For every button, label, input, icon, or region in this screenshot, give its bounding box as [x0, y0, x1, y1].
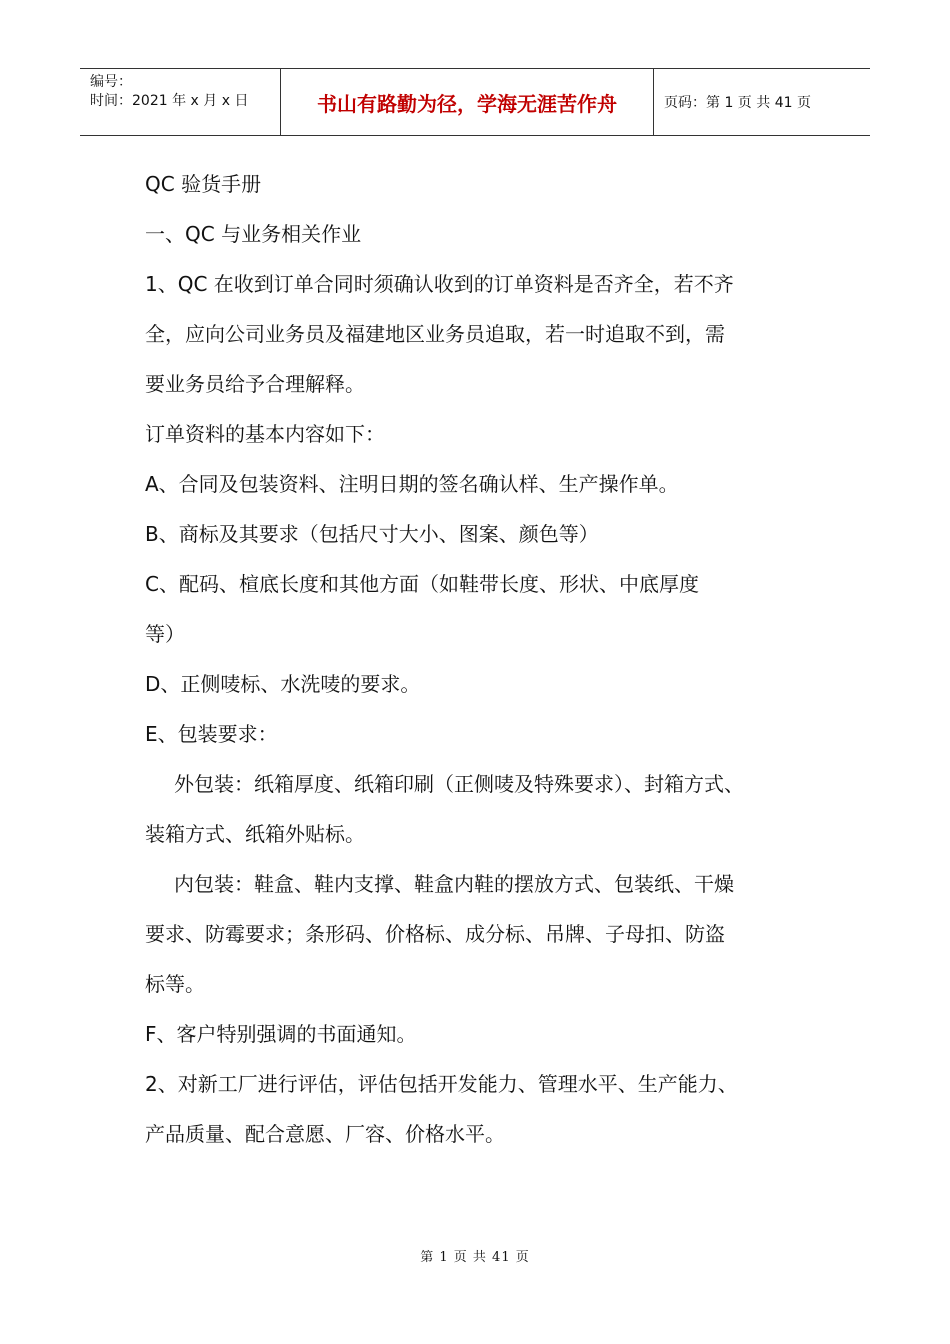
list-item-c: C、配码、楦底长度和其他方面（如鞋带长度、形状、中底厚度: [145, 572, 699, 596]
paragraph-line: 等）: [145, 622, 185, 646]
doc-title: QC 验货手册: [145, 172, 262, 196]
paragraph-line: 装箱方式、纸箱外贴标。: [145, 822, 365, 846]
numbered-item-2: 2、对新工厂进行评估，评估包括开发能力、管理水平、生产能力、: [145, 1072, 738, 1096]
list-item-e: E、包装要求：: [145, 722, 278, 746]
number-label: 编号：: [90, 74, 132, 90]
paragraph-line: 订单资料的基本内容如下：: [145, 422, 385, 446]
page-footer: 第 1 页 共 41 页: [420, 1250, 530, 1265]
outer-packaging-line: 外包装：纸箱厚度、纸箱印刷（正侧唛及特殊要求）、封箱方式、: [174, 772, 744, 796]
document-header: [80, 68, 870, 136]
paragraph-line: 产品质量、配合意愿、厂容、价格水平。: [145, 1122, 505, 1146]
inner-packaging-line: 内包装：鞋盒、鞋内支撑、鞋盒内鞋的摆放方式、包装纸、干燥: [174, 872, 734, 896]
paragraph-line: 标等。: [145, 972, 205, 996]
header-motto: 书山有路勤为径，学海无涯苦作舟: [281, 69, 654, 135]
section-heading: 一、QC 与业务相关作业: [145, 222, 362, 246]
paragraph-line: 全，应向公司业务员及福建地区业务员追取，若一时追取不到，需: [145, 322, 725, 346]
paragraph-line: 1、QC 在收到订单合同时须确认收到的订单资料是否齐全，若不齐: [145, 272, 734, 296]
header-page-info: 页码：第 1 页 共 41 页: [664, 95, 811, 111]
paragraph-line: 要业务员给予合理解释。: [145, 372, 365, 396]
document-body: [145, 159, 825, 1159]
list-item-f: F、客户特别强调的书面通知。: [145, 1022, 417, 1046]
header-meta: [80, 69, 281, 135]
list-item-d: D、正侧唛标、水洗唛的要求。: [145, 672, 421, 696]
list-item-a: A、合同及包装资料、注明日期的签名确认样、生产操作单。: [145, 472, 679, 496]
paragraph-line: 要求、防霉要求；条形码、价格标、成分标、吊牌、子母扣、防盗: [145, 922, 725, 946]
time-label: 时间：2021 年 x 月 x 日: [90, 93, 249, 109]
list-item-b: B、商标及其要求（包括尺寸大小、图案、颜色等）: [145, 522, 599, 546]
